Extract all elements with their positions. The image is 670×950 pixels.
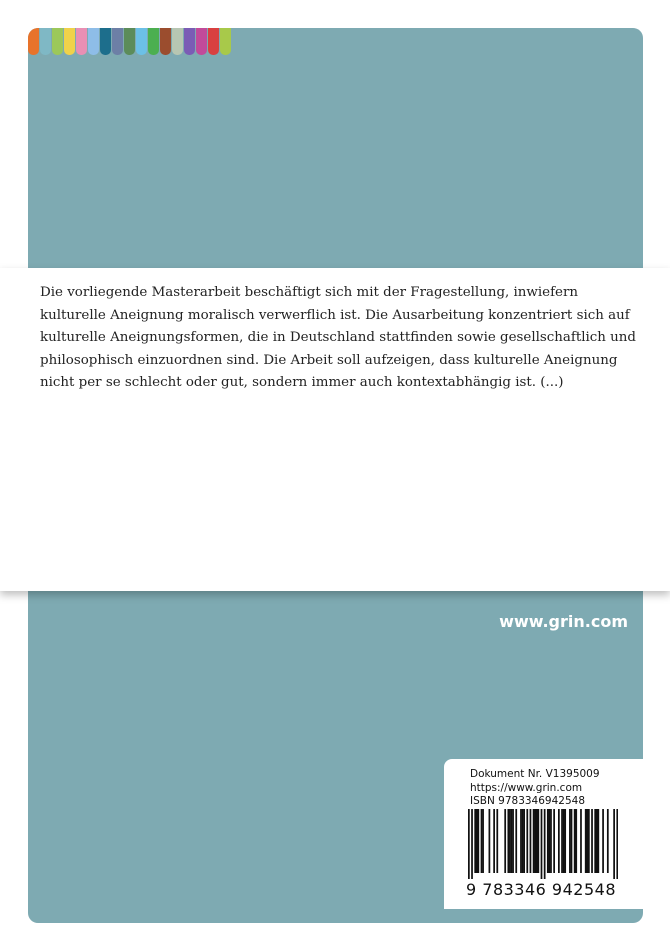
abstract-text: Die vorliegende Masterarbeit beschäftigt sich mit der Fragestellung, inwiefern kulturelle Aneignung moralisch verwerflich ist. Die Ausarbeitung konzentriert sich auf kulturelle Aneignungsformen, die in Deutschland stattfinden sowie gesellschaftlich und philosophisch einzuordnen sind. Die Arbeit soll aufzeigen, dass kulturelle Aneignung nicht per se schlecht oder gut, sondern immer auch kontextabhängig ist. (...) (40, 285, 636, 390)
abstract-panel (0, 268, 670, 591)
barcode-bar (523, 809, 525, 873)
document-number: Dokument Nr. V1395009 (470, 768, 600, 780)
isbn-text: ISBN 9783346942548 (470, 795, 586, 807)
barcode-bar (613, 809, 615, 879)
barcode-bar (541, 809, 543, 879)
barcode-bar (594, 809, 596, 873)
barcode-bar (597, 809, 599, 873)
barcode-image (468, 809, 618, 879)
barcode-bar (511, 809, 513, 873)
color-stripe (76, 28, 87, 55)
barcode-bar (515, 809, 517, 873)
color-stripe (124, 28, 135, 55)
barcode-bar (575, 809, 577, 873)
barcode-bar (547, 809, 549, 873)
barcode-bar (476, 809, 478, 873)
color-stripe (112, 28, 123, 55)
color-stripe (172, 28, 183, 55)
barcode-bar (585, 809, 587, 873)
color-stripe (100, 28, 111, 55)
barcode-digits: 9 783346 942548 (466, 880, 617, 899)
barcode-bar (580, 809, 582, 873)
barcode-bar (504, 809, 506, 873)
barcode-bar (489, 809, 491, 873)
color-stripe (88, 28, 99, 55)
barcode-bar (588, 809, 590, 873)
publisher-url: www.grin.com (499, 612, 628, 631)
barcode-bar (558, 809, 560, 873)
color-stripe (136, 28, 147, 55)
color-stripe (52, 28, 63, 55)
barcode-bar (482, 809, 484, 873)
barcode-bar (526, 809, 528, 873)
barcode-bar (533, 809, 535, 873)
barcode-bar (537, 809, 539, 873)
barcode-bar (520, 809, 522, 873)
barcode-bar (563, 809, 565, 873)
barcode-bar (569, 809, 571, 873)
barcode-bar (493, 809, 495, 873)
barcode-bar (586, 809, 588, 873)
color-stripe (208, 28, 219, 55)
barcode-bar (596, 809, 598, 873)
barcode-bar (474, 809, 476, 873)
barcode-bar (571, 809, 573, 873)
barcode-bar (544, 809, 546, 879)
barcode-bar (509, 809, 511, 873)
barcode-bar (522, 809, 524, 873)
barcode-bar (468, 809, 470, 879)
barcode-bar (564, 809, 566, 873)
barcode-bar (561, 809, 563, 873)
color-stripe (184, 28, 195, 55)
color-stripe (148, 28, 159, 55)
color-stripe (220, 28, 231, 55)
barcode-bar (536, 809, 538, 873)
barcode-bar (607, 809, 609, 873)
barcode-bar (549, 809, 551, 873)
color-stripe (28, 28, 39, 55)
barcode-bar (512, 809, 514, 873)
barcode-bar (550, 809, 552, 873)
color-stripe (196, 28, 207, 55)
barcode-bar (553, 809, 555, 873)
barcode-bar (496, 809, 498, 873)
barcode-bar (602, 809, 604, 873)
barcode-bar (477, 809, 479, 873)
document-link: https://www.grin.com (470, 781, 583, 794)
barcode-bar (591, 809, 593, 873)
color-stripe (40, 28, 51, 55)
barcode-bar (574, 809, 576, 873)
color-stripe (64, 28, 75, 55)
color-stripe (160, 28, 171, 55)
barcode-box (444, 759, 643, 909)
barcode-bar (507, 809, 509, 873)
barcode-bar (534, 809, 536, 873)
barcode-info (470, 768, 600, 809)
barcode-bar (616, 809, 618, 879)
color-stripes (28, 28, 232, 55)
barcode-bar (530, 809, 532, 873)
barcode-bar (481, 809, 483, 873)
barcode-bar (471, 809, 473, 879)
